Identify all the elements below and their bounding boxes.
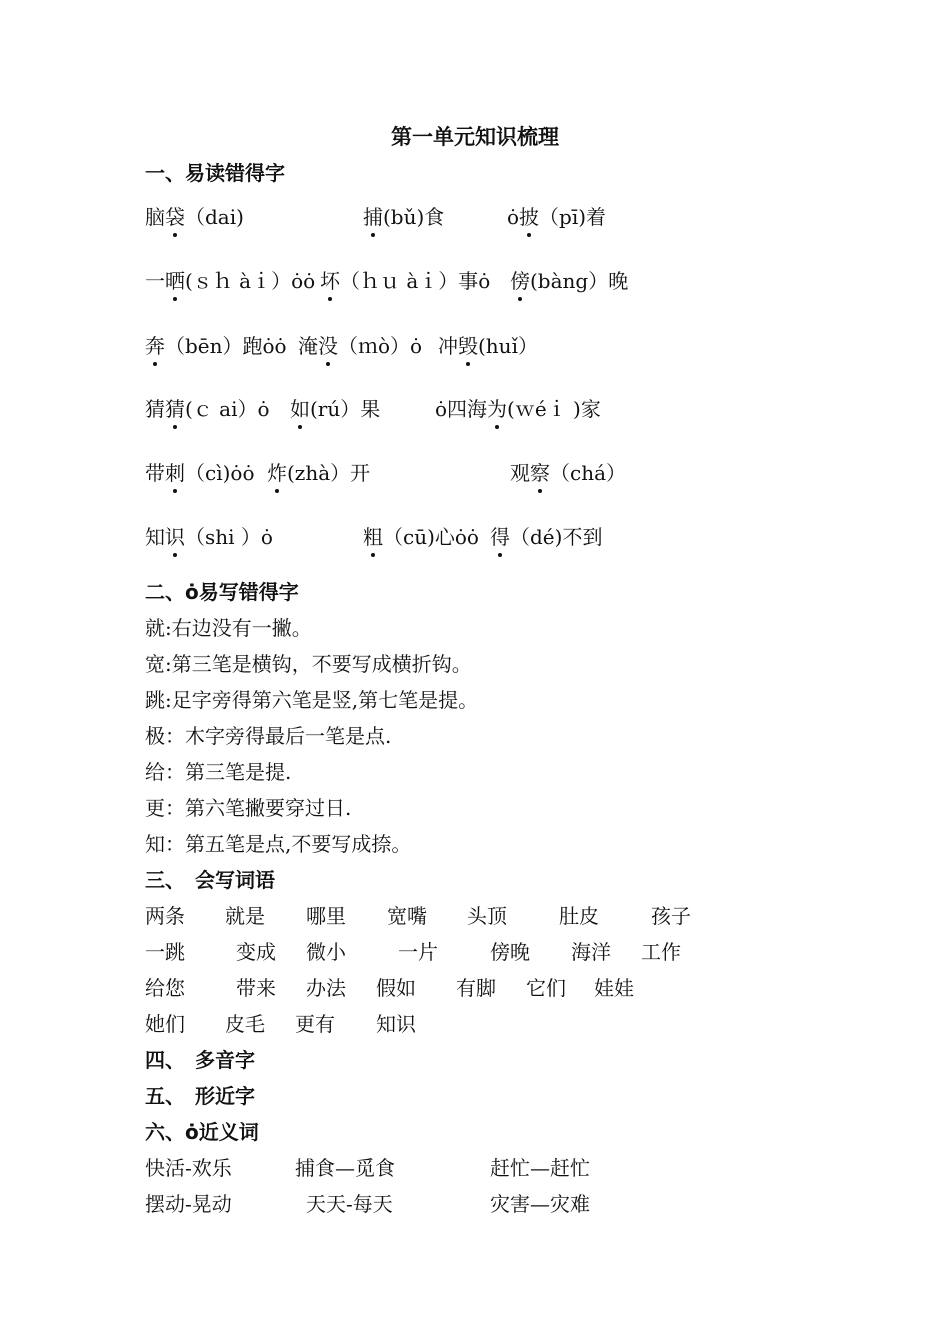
writing-note: 知：第五笔是点,不要写成捺。	[145, 832, 412, 856]
word: 假如	[376, 976, 416, 1000]
dotted-char: 识	[165, 522, 185, 552]
reading-pinyin: （dé)不到	[510, 525, 603, 549]
reading-pinyin: (bàng）晚	[530, 269, 629, 293]
reading-pinyin: (rú）果	[310, 397, 381, 421]
reading-item	[145, 266, 315, 296]
reading-pinyin: (bǔ)食	[383, 205, 445, 229]
word: 孩子	[651, 904, 691, 928]
word: 更有	[295, 1012, 335, 1036]
reading-pre: 脑	[145, 205, 165, 229]
dotted-char: 刺	[165, 458, 185, 488]
section-heading-hard-to-read: 一、易读错得字	[145, 161, 285, 185]
word: 微小	[306, 940, 346, 964]
word: 两条	[145, 904, 185, 928]
writing-note: 跳:足字旁得第六笔是竖,第七笔是提。	[145, 688, 479, 712]
dotted-char: 为	[487, 394, 507, 424]
reading-pinyin: （dai)	[185, 205, 244, 229]
word-row	[0, 902, 950, 930]
reading-pinyin: （ｈｕ àｉ）事ȯ	[340, 269, 491, 293]
word: 一片	[398, 940, 438, 964]
reading-pre: ȯ四海	[435, 397, 488, 421]
word: 就是	[225, 904, 265, 928]
word: 有脚	[456, 976, 496, 1000]
word: 海洋	[571, 940, 611, 964]
reading-pre: 猜	[145, 397, 165, 421]
reading-pinyin: (ｓｈ àｉ）ȯȯ	[185, 269, 316, 293]
dotted-char: 晒	[165, 266, 185, 296]
word: 娃娃	[594, 976, 634, 1000]
dotted-char: 奔	[145, 331, 165, 361]
writing-note: 给：第三笔是提.	[145, 760, 292, 784]
dotted-char: 傍	[510, 266, 530, 296]
dotted-char: 毁	[458, 331, 478, 361]
word: 知识	[376, 1012, 416, 1036]
synonym-pair: 赶忙—赶忙	[490, 1156, 590, 1180]
dotted-char: 捕	[363, 202, 383, 232]
reading-pinyin: （cū)心ȯȯ	[383, 525, 479, 549]
dotted-char: 猜	[165, 394, 185, 424]
dotted-char: 披	[519, 202, 539, 232]
word: 她们	[145, 1012, 185, 1036]
writing-note: 就:右边没有一撇。	[145, 616, 312, 640]
page-title: 第一单元知识梳理	[391, 125, 559, 149]
reading-item	[363, 522, 479, 552]
word: 宽嘴	[387, 904, 427, 928]
word: 给您	[145, 976, 185, 1000]
synonym-pair: 摆动-晃动	[145, 1192, 232, 1216]
reading-item	[145, 394, 270, 424]
section-heading-similar-chars: 五、 形近字	[145, 1084, 255, 1108]
reading-pre: 带	[145, 461, 165, 485]
synonym-pair: 灾害—灾难	[490, 1192, 590, 1216]
synonym-pair: 天天-每天	[306, 1192, 393, 1216]
reading-pinyin: （chá）	[550, 461, 627, 485]
dotted-char: 坏	[320, 266, 340, 296]
reading-pinyin: （cì)ȯȯ	[185, 461, 255, 485]
word-row	[0, 974, 950, 1002]
word: 一跳	[145, 940, 185, 964]
reading-pinyin: (ｗéｉ )家	[507, 397, 601, 421]
dotted-char: 袋	[165, 202, 185, 232]
reading-item	[298, 331, 422, 361]
word: 头顶	[467, 904, 507, 928]
reading-pre: 知	[145, 525, 165, 549]
reading-item	[507, 202, 606, 232]
synonym-row	[0, 1154, 950, 1182]
reading-item	[438, 331, 538, 361]
section-heading-words: 三、 会写词语	[145, 868, 275, 892]
word-row	[0, 1010, 950, 1038]
reading-pre: ȯ	[507, 205, 520, 229]
word: 傍晚	[490, 940, 530, 964]
reading-item	[290, 394, 380, 424]
reading-pinyin: (huǐ）	[478, 334, 538, 358]
writing-note: 极：木字旁得最后一笔是点.	[145, 724, 392, 748]
reading-pinyin: （ｍò）ȯ	[338, 334, 423, 358]
reading-item	[145, 522, 273, 552]
reading-pinyin: （pī)着	[539, 205, 607, 229]
reading-pinyin: (zhà）开	[287, 461, 371, 485]
reading-pinyin: （shi ）ȯ	[185, 525, 273, 549]
dotted-char: 炸	[267, 458, 287, 488]
reading-pinyin: (ｃ ai）ȯ	[185, 397, 270, 421]
reading-item	[145, 202, 244, 232]
section-heading-polyphones: 四、 多音字	[145, 1048, 255, 1072]
word: 办法	[306, 976, 346, 1000]
reading-pre: 观	[510, 461, 530, 485]
section-heading-hard-to-write: 二、ȯ易写错得字	[145, 580, 299, 604]
reading-item	[510, 266, 628, 296]
word: 工作	[641, 940, 681, 964]
synonym-pair: 快活-欢乐	[145, 1156, 232, 1180]
writing-note: 宽:第三笔是横钩，不要写成横折钩。	[145, 652, 472, 676]
dotted-char: 粗	[363, 522, 383, 552]
reading-item	[145, 331, 287, 361]
word: 带来	[236, 976, 276, 1000]
reading-item	[267, 458, 370, 488]
reading-pinyin: （bēn）跑ȯȯ	[165, 334, 287, 358]
section-heading-synonyms: 六、ȯ近义词	[145, 1120, 259, 1144]
word: 它们	[526, 976, 566, 1000]
reading-item	[490, 522, 602, 552]
dotted-char: 得	[490, 522, 510, 552]
word: 变成	[236, 940, 276, 964]
synonym-row	[0, 1190, 950, 1218]
word: 肚皮	[559, 904, 599, 928]
dotted-char: 如	[290, 394, 310, 424]
reading-item	[320, 266, 490, 296]
word: 哪里	[306, 904, 346, 928]
reading-item	[363, 202, 444, 232]
dotted-char: 没	[318, 331, 338, 361]
reading-item	[145, 458, 254, 488]
dotted-char: 察	[530, 458, 550, 488]
synonym-pair: 捕食—觅食	[295, 1156, 395, 1180]
word: 皮毛	[225, 1012, 265, 1036]
writing-note: 更：第六笔撇要穿过日.	[145, 796, 352, 820]
reading-pre: 淹	[298, 334, 318, 358]
word-row	[0, 938, 950, 966]
reading-pre: 一	[145, 269, 165, 293]
reading-pre: 冲	[438, 334, 458, 358]
reading-item	[510, 458, 626, 488]
reading-item	[435, 394, 601, 424]
